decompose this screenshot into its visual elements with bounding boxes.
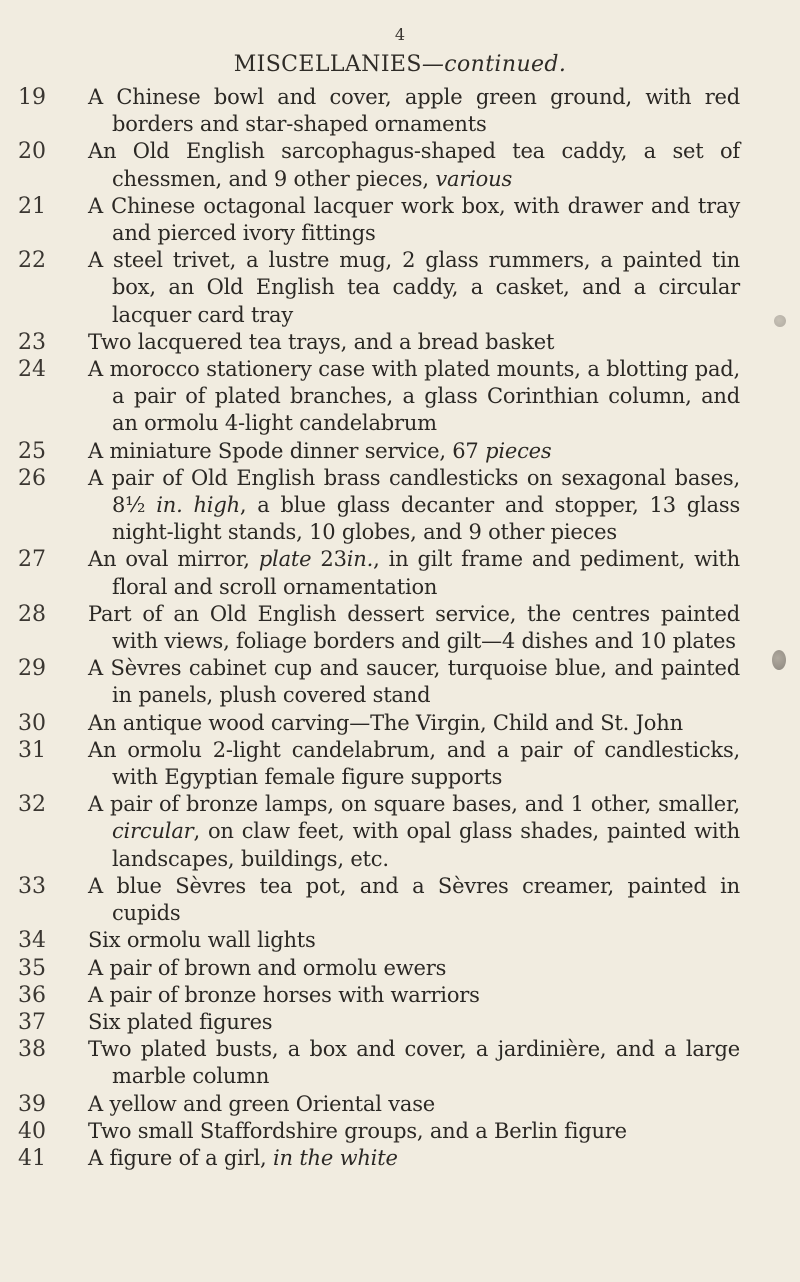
lot-number: 25 <box>18 438 46 464</box>
lot-description-text: A pair of bronze lamps, on square bases, and 1 other, smaller, <box>88 792 740 817</box>
lot-description-italic: pieces <box>485 438 552 463</box>
lot-description <box>88 465 740 547</box>
lot-description <box>88 438 740 465</box>
lot-description-italic: in the white <box>273 1145 398 1170</box>
lot-number: 37 <box>18 1009 46 1035</box>
lot-item <box>0 1118 800 1145</box>
lot-description <box>88 791 740 873</box>
lot-description-text: An antique wood carving—The Virgin, Child and St. John <box>88 710 683 735</box>
section-title-continued: —continued. <box>421 52 567 77</box>
lot-description <box>88 710 740 737</box>
lot-item <box>0 329 800 356</box>
lot-description-text: A yellow and green Oriental vase <box>88 1091 436 1116</box>
lot-number: 24 <box>18 357 46 383</box>
lot-description <box>88 982 740 1009</box>
lot-item <box>0 955 800 982</box>
lot-number: 36 <box>18 982 46 1008</box>
lot-description <box>88 737 740 791</box>
section-title-text: MISCELLANIES <box>233 52 422 77</box>
lot-description-text: Six plated figures <box>88 1009 273 1034</box>
lot-number: 22 <box>18 248 46 274</box>
lot-item <box>0 655 800 709</box>
lot-description-text: Two lacquered tea trays, and a bread basket <box>88 329 555 354</box>
lot-description <box>88 1091 740 1118</box>
lot-item <box>0 791 800 873</box>
lot-item <box>0 138 800 192</box>
lot-number: 31 <box>18 737 46 763</box>
lot-description-text: A figure of a girl, <box>88 1145 273 1170</box>
lot-description-text: Two plated busts, a box and cover, a jardinière, and a large marble column <box>88 1037 740 1089</box>
lot-description <box>88 356 740 438</box>
lot-description <box>88 1036 740 1090</box>
lot-description-italic: plate <box>258 547 312 572</box>
lot-item <box>0 465 800 547</box>
lot-item <box>0 1145 800 1172</box>
lot-description-text: , a blue glass decanter and stopper, 13 glass night-light stands, 10 globes, and 9 other pieces <box>112 493 741 545</box>
lot-description-italic: in. <box>346 547 374 572</box>
lot-description-text: , on claw feet, with opal glass shades, painted with landscapes, buildings, etc. <box>112 819 740 871</box>
lot-description <box>88 927 740 954</box>
lot-number: 41 <box>18 1145 46 1171</box>
lot-number: 35 <box>18 955 46 981</box>
lot-description-italic: various <box>435 166 513 191</box>
lot-number: 33 <box>18 873 46 899</box>
lot-description <box>88 873 740 927</box>
lot-item <box>0 601 800 655</box>
lot-list <box>0 84 800 1172</box>
lot-number: 30 <box>18 710 46 736</box>
lot-description-text: A miniature Spode dinner service, 67 <box>88 438 486 463</box>
lot-description-italic: circular <box>112 819 194 844</box>
lot-description <box>88 546 740 600</box>
lot-item <box>0 1009 800 1036</box>
lot-description-text: A pair of bronze horses with warriors <box>88 982 480 1007</box>
lot-description <box>88 955 740 982</box>
lot-description-text: A Chinese bowl and cover, apple green ground, with red borders and star-shaped ornaments <box>88 85 740 137</box>
lot-number: 38 <box>18 1037 46 1063</box>
lot-number: 32 <box>18 792 46 818</box>
lot-description <box>88 329 740 356</box>
lot-item <box>0 1091 800 1118</box>
lot-item <box>0 438 800 465</box>
lot-description <box>88 138 740 192</box>
lot-number: 21 <box>18 193 46 219</box>
lot-item <box>0 84 800 138</box>
lot-description-text: A morocco stationery case with plated mounts, a blotting pad, a pair of plated branches, a glass Corinthian column, and an ormolu 4-light candelabrum <box>88 357 740 436</box>
lot-number: 39 <box>18 1091 46 1117</box>
lot-description-text: A Sèvres cabinet cup and saucer, turquoise blue, and painted in panels, plush covered stand <box>88 656 740 708</box>
lot-number: 29 <box>18 656 46 682</box>
ink-spot <box>774 315 786 327</box>
lot-item <box>0 982 800 1009</box>
lot-description-text: A pair of Old English brass candlesticks on sexagonal bases, 8½ <box>88 465 740 518</box>
lot-description <box>88 1009 740 1036</box>
lot-description <box>88 1145 740 1172</box>
lot-description-text: 23 <box>311 547 347 572</box>
ink-spot <box>772 650 786 670</box>
lot-description-text: A blue Sèvres tea pot, and a Sèvres creamer, painted in cupids <box>88 873 740 926</box>
lot-number: 26 <box>18 465 46 491</box>
lot-item <box>0 737 800 791</box>
lot-number: 23 <box>18 329 46 355</box>
lot-description <box>88 247 740 329</box>
lot-item <box>0 1036 800 1090</box>
lot-number: 40 <box>18 1118 46 1144</box>
lot-description <box>88 193 740 247</box>
lot-description-text: Part of an Old English dessert service, the centres painted with views, foliage borders and gilt—4 dishes and 10 plates <box>88 601 740 654</box>
lot-description-text: An Old English sarcophagus-shaped tea caddy, a set of chessmen, and 9 other pieces, <box>88 139 740 191</box>
lot-item <box>0 247 800 329</box>
lot-description-text: An oval mirror, <box>88 547 259 572</box>
lot-description <box>88 601 740 655</box>
lot-item <box>0 193 800 247</box>
lot-item <box>0 927 800 954</box>
lot-description <box>88 84 740 138</box>
lot-description-text: A pair of brown and ormolu ewers <box>88 955 447 980</box>
page-number: 4 <box>394 25 406 44</box>
lot-description-text: Two small Staffordshire groups, and a Berlin figure <box>88 1118 627 1143</box>
lot-item <box>0 546 800 600</box>
lot-number: 19 <box>18 85 46 110</box>
lot-description-text: , in gilt frame and pediment, with floral and scroll ornamentation <box>112 547 740 599</box>
lot-number: 20 <box>18 139 46 165</box>
lot-number: 34 <box>18 928 46 954</box>
lot-description-text: An ormolu 2-light candelabrum, and a pair of candlesticks, with Egyptian female figure supports <box>88 737 740 790</box>
lot-number: 28 <box>18 601 46 627</box>
section-title <box>0 52 800 77</box>
lot-description <box>88 655 740 709</box>
lot-description-text: Six ormolu wall lights <box>88 928 316 953</box>
lot-description-text: A steel trivet, a lustre mug, 2 glass rummers, a painted tin box, an Old English tea caddy, a casket, and a circular lacquer card tray <box>88 248 740 327</box>
lot-number: 27 <box>18 547 46 573</box>
lot-description <box>88 1118 740 1145</box>
lot-description-text: A Chinese octagonal lacquer work box, with drawer and tray and pierced ivory fittings <box>88 193 740 246</box>
lot-item <box>0 356 800 438</box>
lot-item <box>0 873 800 927</box>
lot-description-italic: in. high <box>156 493 240 518</box>
lot-item <box>0 710 800 737</box>
